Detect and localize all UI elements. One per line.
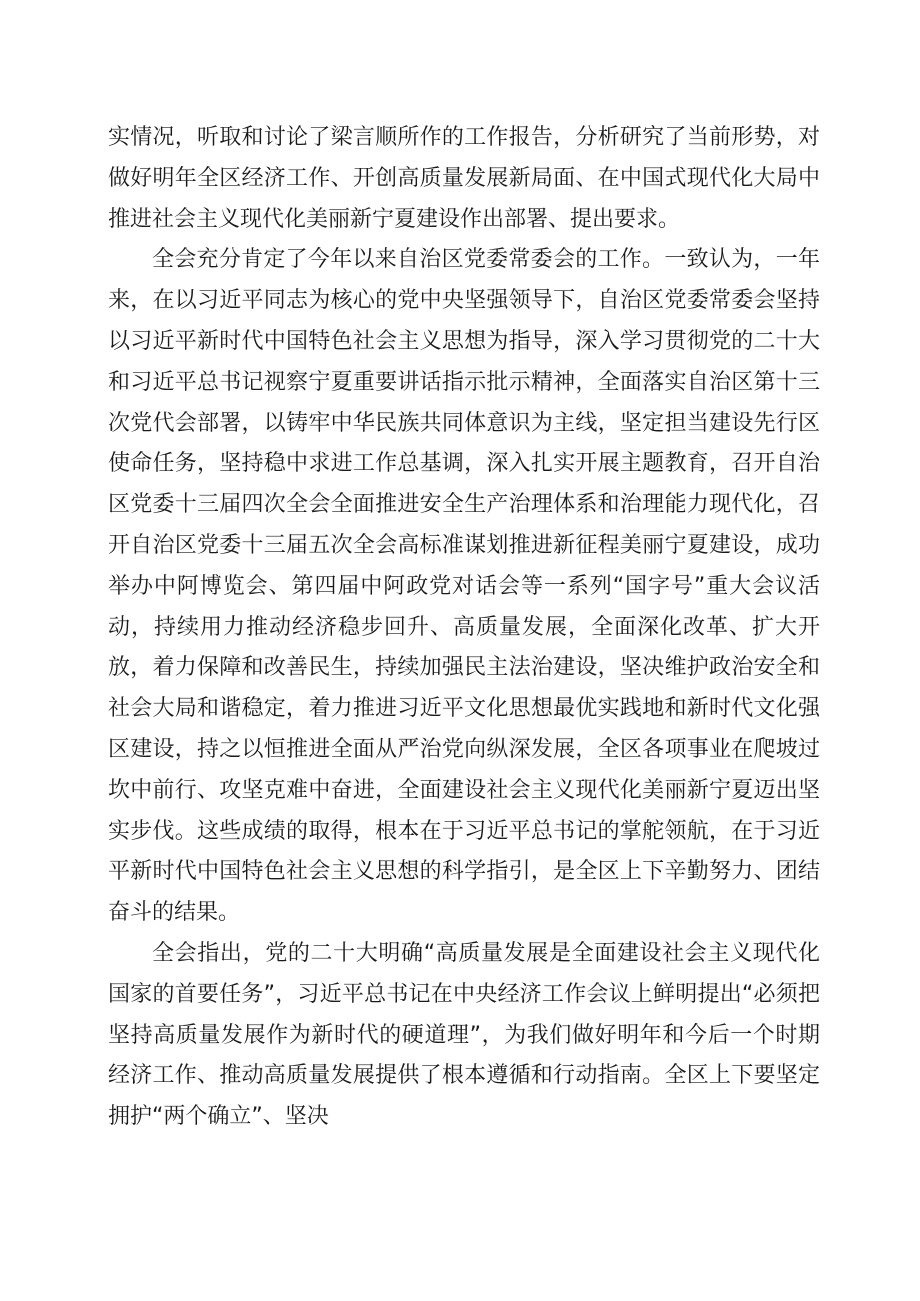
paragraph-3: 全会指出，党的二十大明确“高质量发展是全面建设社会主义现代化国家的首要任务”，习近平总书记在中央经济工作会议上鲜明提出“必须把坚持高质量发展作为新时代的硬道理”，为我们做好明年和今后一个时期经济工作、推动高质量发展提供了根本遵循和行动指南。全区上下要坚定拥护“两个确立”、坚决 [108,940,820,1130]
paragraph-2: 全会充分肯定了今年以来自治区党委常委会的工作。一致认为，一年来，在以习近平同志为核心的党中央坚强领导下，自治区党委常委会坚持以习近平新时代中国特色社会主义思想为指导，深入学习贯彻党的二十大和习近平总书记视察宁夏重要讲话指示批示精神，全面落实自治区第十三次党代会部署，以铸牢中华民族共同体意识为主线，坚定担当建设先行区使命任务，坚持稳中求进工作总基调，深入扎实开展主题教育，召开自治区党委十三届四次全会全面推进安全生产治理体系和治理能力现代化，召开自治区党委十三届五次全会高标准谋划推进新征程美丽宁夏建设，成功举办中阿博览会、第四届中阿政党对话会等一系列“国字号”重大会议活动，持续用力推动经济稳步回升、高质量发展，全面深化改革、扩大开放，着力保障和改善民生，持续加强民主法治建设，坚决维护政治安全和社会大局和谐稳定，着力推进习近平文化思想最优实践地和新时代文化强区建设，持之以恒推进全面从严治党向纵深发展，全区各项事业在爬坡过坎中前行、攻坚克难中奋进，全面建设社会主义现代化美丽新宁夏迈出坚实步伐。这些成绩的取得，根本在于习近平总书记的掌舵领航，在于习近平新时代中国特色社会主义思想的科学指引，是全区上下辛勤努力、团结奋斗的结果。 [108,247,820,926]
document-body [108,118,820,1138]
paragraph-1: 实情况，听取和讨论了梁言顺所作的工作报告，分析研究了当前形势，对做好明年全区经济工作、开创高质量发展新局面、在中国式现代化大局中推进社会主义现代化美丽新宁夏建设作出部署、提出要求。 [108,125,820,232]
